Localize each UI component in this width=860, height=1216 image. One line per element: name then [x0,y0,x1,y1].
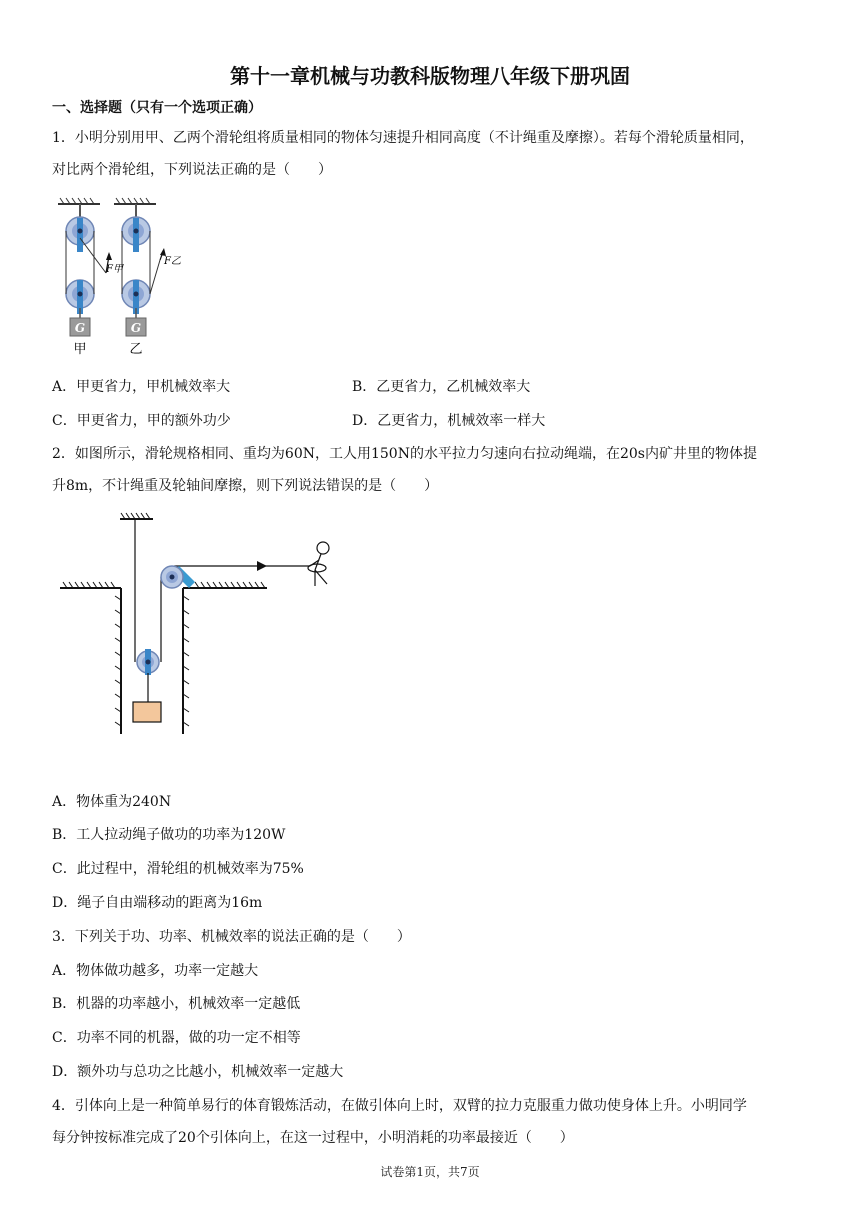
pulley-figure-1 [50,198,200,358]
figure-label-left: 甲 [73,342,87,357]
question-1-line-2: 对比两个滑轮组，下列说法正确的是（ ） [52,162,332,178]
question-4-line-1: 4．引体向上是一种简单易行的体育锻炼活动，在做引体向上时，双臂的拉力克服重力做功使身体上升。小明同学 [52,1098,747,1114]
figure-label-right: 乙 [129,342,143,357]
question-1-option-b: B．乙更省力，乙机械效率大 [352,379,531,395]
question-3-option-c: C．功率不同的机器，做的功一定不相等 [52,1030,301,1046]
block-label-right: G [130,321,142,335]
question-2-line-1: 2．如图所示，滑轮规格相同、重均为60N，工人用150N的水平拉力匀速向右拉动绳端，在20s内矿井里的物体提 [52,446,757,462]
question-3-option-a: A．物体做功越多，功率一定越大 [52,963,259,979]
question-2-option-a: A．物体重为240N [52,794,172,810]
section-heading: 一、选择题（只有一个选项正确） [52,100,262,116]
question-2-option-d: D．绳子自由端移动的距离为16m [52,895,263,911]
question-3-line-1: 3．下列关于功、功率、机械效率的说法正确的是（ ） [52,929,411,945]
question-2-option-c: C．此过程中，滑轮组的机械效率为75% [52,861,304,877]
block-label-left: G [74,321,86,335]
question-4-line-2: 每分钟按标准完成了20个引体向上，在这一过程中，小明消耗的功率最接近（ ） [52,1130,574,1146]
question-1-option-c: C．甲更省力，甲的额外功少 [52,413,231,429]
page-footer: 试卷第1页，共7页 [380,1165,480,1179]
question-1-option-a: A．甲更省力，甲机械效率大 [52,379,231,395]
question-1-option-d: D．乙更省力，机械效率一样大 [352,413,546,429]
question-1-line-1: 1．小明分别用甲、乙两个滑轮组将质量相同的物体匀速提升相同高度（不计绳重及摩擦）。若每个滑轮质量相同， [52,130,754,146]
question-2-line-2: 升8m，不计绳重及轮轴间摩擦，则下列说法错误的是（ ） [52,478,439,494]
force-label-right: F乙 [164,256,181,267]
page-title: 第十一章机械与功教科版物理八年级下册巩固 [230,64,630,88]
question-3-option-b: B．机器的功率越小，机械效率一定越低 [52,996,301,1012]
mine-pulley-figure [55,512,345,742]
question-2-option-b: B．工人拉动绳子做功的功率为120W [52,827,286,843]
force-label-left: F甲 [106,264,123,275]
question-3-option-d: D．额外功与总功之比越小，机械效率一定越大 [52,1064,344,1080]
